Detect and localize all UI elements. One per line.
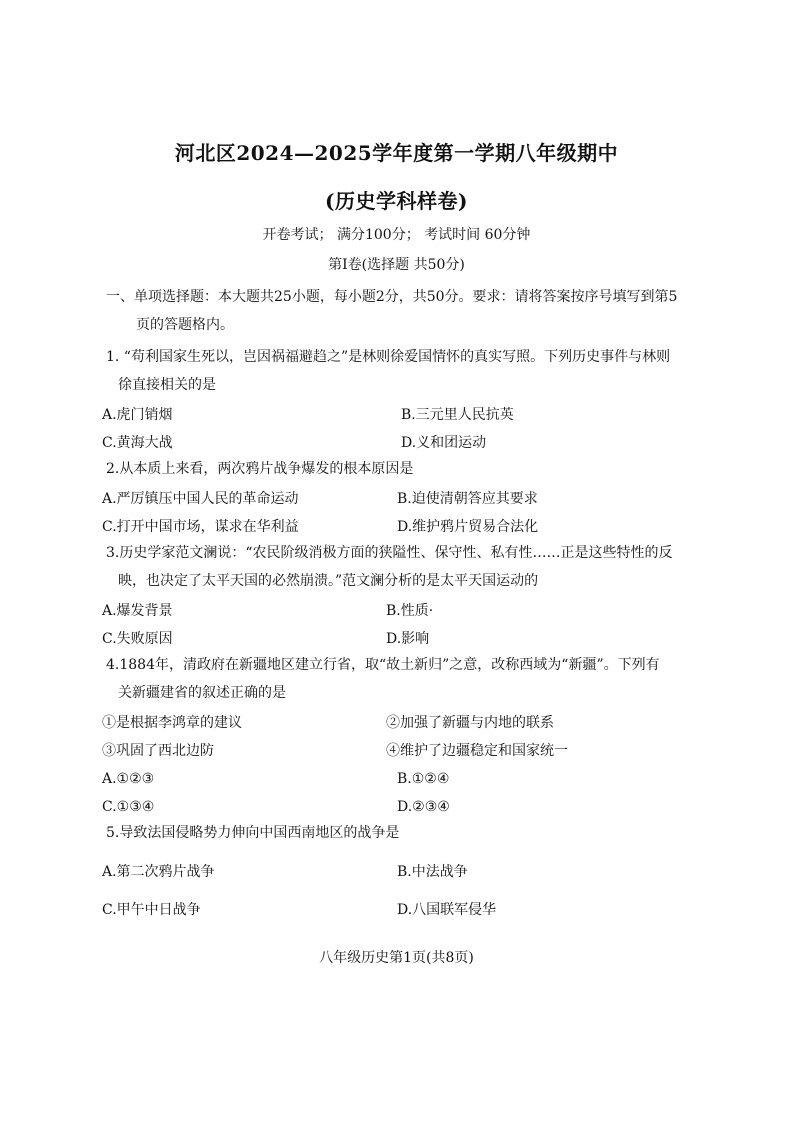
question-4-statement-4: ④维护了边疆稳定和国家统一 xyxy=(386,743,568,759)
question-4-stem-line-1: 4.1884年，清政府在新疆地区建立行省，取“故土新归”之意，改称西域为“新疆”。下列有 xyxy=(106,657,660,673)
question-2-stem xyxy=(106,455,731,483)
question-3-option-c: C.失败原因 xyxy=(102,631,173,647)
question-1-option-a: A.虎门销烟 xyxy=(102,407,173,423)
question-3-stem-line-2: 映，也决定了太平天国的必然崩溃。”范文澜分析的是太平天国运动的 xyxy=(118,573,539,589)
question-5-stem xyxy=(106,819,731,847)
question-2-option-c: C.打开中国市场，谋求在华利益 xyxy=(102,519,299,535)
question-4-stem xyxy=(106,651,731,707)
question-1-stem xyxy=(106,343,731,399)
question-4-statement-3: ③巩固了西北边防 xyxy=(102,743,214,759)
question-4-option-a: A.①②③ xyxy=(102,771,155,787)
question-1-stem-line-2: 徐直接相关的是 xyxy=(118,377,216,393)
question-4-option-c: C.①③④ xyxy=(102,799,155,815)
exam-info: 开卷考试； 满分100分； 考试时间 60分钟 xyxy=(262,227,531,243)
question-3-option-d: D.影响 xyxy=(386,631,430,647)
question-2-option-b: B.迫使清朝答应其要求 xyxy=(397,491,538,507)
question-3-option-b: B.性质· xyxy=(386,603,434,619)
question-2-option-d: D.维护鸦片贸易合法化 xyxy=(397,519,539,535)
question-4-option-d: D.②③④ xyxy=(397,799,450,815)
question-1-stem-line-1: 1. “苟利国家生死以，岂因祸福避趋之”是林则徐爱国情怀的真实写照。下列历史事件与林则 xyxy=(106,349,671,365)
question-1-option-b: B.三元里人民抗英 xyxy=(401,407,514,423)
part-heading: 第Ⅰ卷(选择题 共50分) xyxy=(328,257,465,273)
question-3-stem-line-1: 3.历史学家范文澜说：“农民阶级消极方面的狭隘性、保守性、私有性……正是这些特性的反 xyxy=(106,545,673,561)
question-5-option-b: B.中法战争 xyxy=(397,864,468,880)
question-5-stem-line-1: 5.导致法国侵略势力伸向中国西南地区的战争是 xyxy=(106,825,400,841)
question-4-option-b: B.①②④ xyxy=(397,771,450,787)
section-instructions xyxy=(106,283,726,339)
instructions-line-2: 页的答题格内。 xyxy=(136,317,234,333)
question-5-option-a: A.第二次鸦片战争 xyxy=(102,864,215,880)
question-4-stem-line-2: 关新疆建省的叙述正确的是 xyxy=(118,685,286,701)
question-1-option-c: C.黄海大战 xyxy=(102,435,173,451)
question-2-option-a: A.严厉镇压中国人民的革命运动 xyxy=(102,491,299,507)
question-4-statement-2: ②加强了新疆与内地的联系 xyxy=(386,715,554,731)
question-5-option-d: D.八国联军侵华 xyxy=(397,902,497,918)
question-3-stem xyxy=(106,539,731,595)
question-1-option-d: D.义和团运动 xyxy=(401,435,487,451)
question-5-option-c: C.甲午中日战争 xyxy=(102,902,201,918)
question-4-statement-1: ①是根据李鸿章的建议 xyxy=(102,715,242,731)
question-2-stem-line-1: 2.从本质上来看，两次鸦片战争爆发的根本原因是 xyxy=(106,461,414,477)
exam-subtitle: (历史学科样卷) xyxy=(325,189,468,213)
instructions-line-1: 一、单项选择题：本大题共25小题，每小题2分，共50分。要求：请将答案按序号填写到第5 xyxy=(106,289,678,305)
exam-title: 河北区2024—2025学年度第一学期八年级期中 xyxy=(174,141,619,165)
question-3-option-a: A.爆发背景 xyxy=(102,603,173,619)
page-footer: 八年级历史第1页(共8页) xyxy=(319,950,474,966)
